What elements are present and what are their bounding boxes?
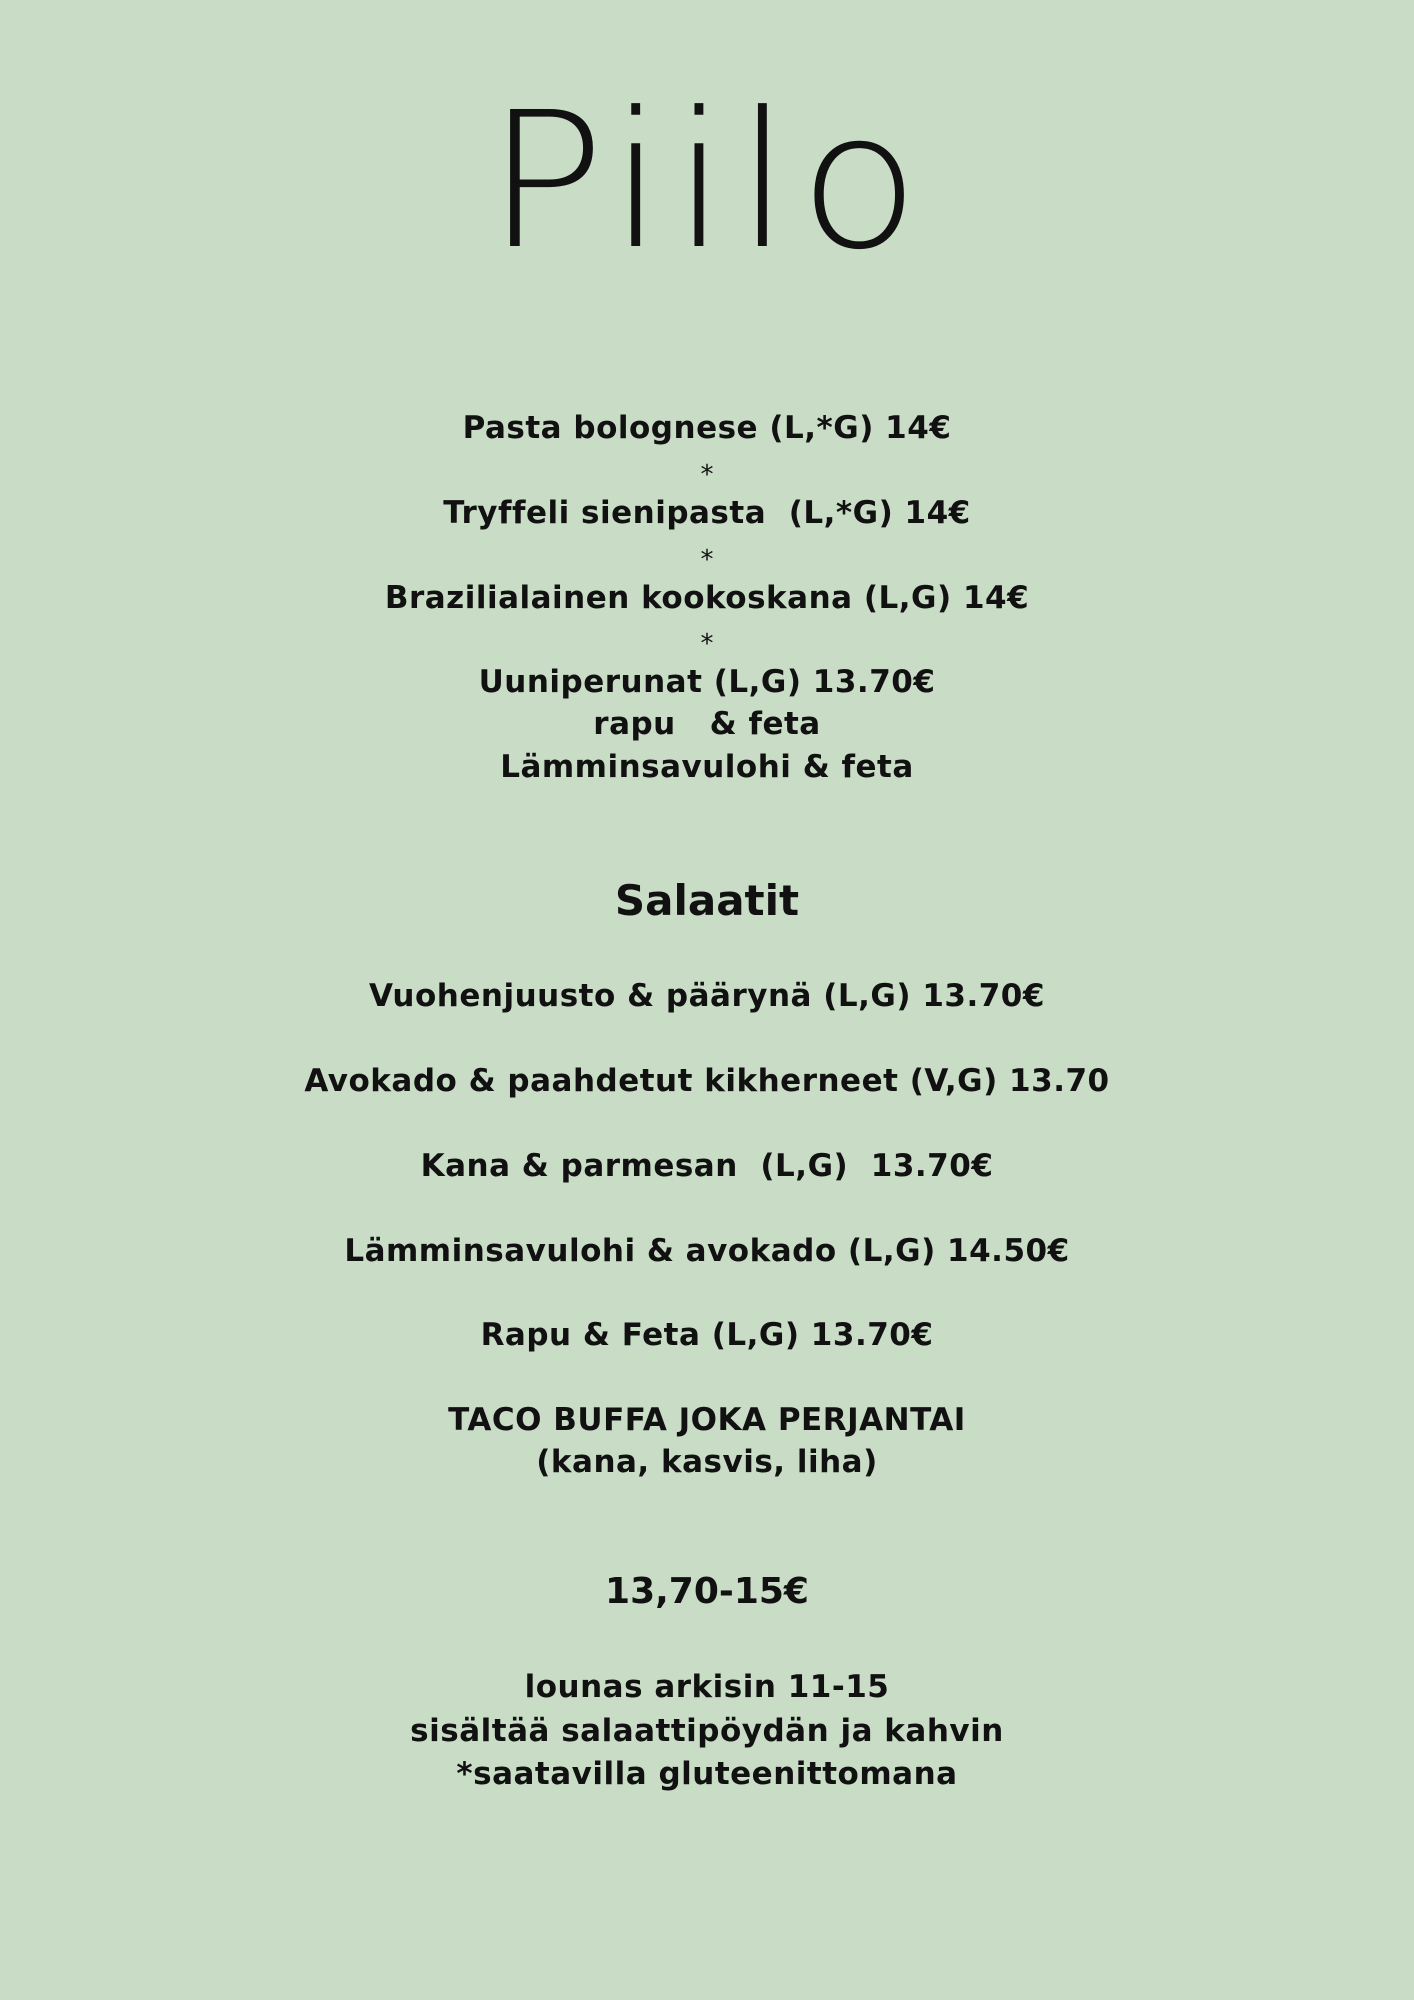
menu-separator: * xyxy=(700,545,714,575)
taco-buffet-options: (kana, kasvis, liha) xyxy=(536,1444,878,1480)
salad-item-chicken-parmesan: Kana & parmesan (L,G) 13.70€ xyxy=(420,1148,994,1184)
menu-item-coconut-chicken: Brazilialainen kookoskana (L,G) 14€ xyxy=(384,580,1030,616)
baked-potato-option: rapu & feta xyxy=(593,706,821,742)
restaurant-name: Piilo xyxy=(485,72,929,291)
salads-heading: Salaatit xyxy=(614,876,800,925)
lunch-hours: lounas arkisin 11-15 xyxy=(524,1669,890,1705)
menu-item-pasta-bolognese: Pasta bolognese (L,*G) 14€ xyxy=(462,410,952,446)
salad-item-salmon-avocado: Lämminsavulohi & avokado (L,G) 14.50€ xyxy=(344,1233,1070,1269)
salad-item-crayfish-feta: Rapu & Feta (L,G) 13.70€ xyxy=(480,1317,934,1353)
lunch-price-range: 13,70-15€ xyxy=(605,1571,809,1612)
baked-potato-option: Lämminsavulohi & feta xyxy=(500,749,914,785)
menu-separator: * xyxy=(700,629,714,659)
menu-item-truffle-pasta: Tryffeli sienipasta (L,*G) 14€ xyxy=(443,495,971,531)
menu-item-baked-potatoes: Uuniperunat (L,G) 13.70€ xyxy=(478,664,936,700)
lunch-includes: sisältää salaattipöydän ja kahvin xyxy=(410,1713,1004,1749)
gluten-free-note: *saatavilla gluteenittomana xyxy=(456,1756,958,1792)
salad-item-goat-cheese-pear: Vuohenjuusto & päärynä (L,G) 13.70€ xyxy=(369,978,1045,1014)
menu-separator: * xyxy=(700,460,714,490)
salad-item-avocado-chickpeas: Avokado & paahdetut kikherneet (V,G) 13.70 xyxy=(304,1063,1110,1099)
taco-buffet-title: TACO BUFFA JOKA PERJANTAI xyxy=(448,1402,966,1438)
